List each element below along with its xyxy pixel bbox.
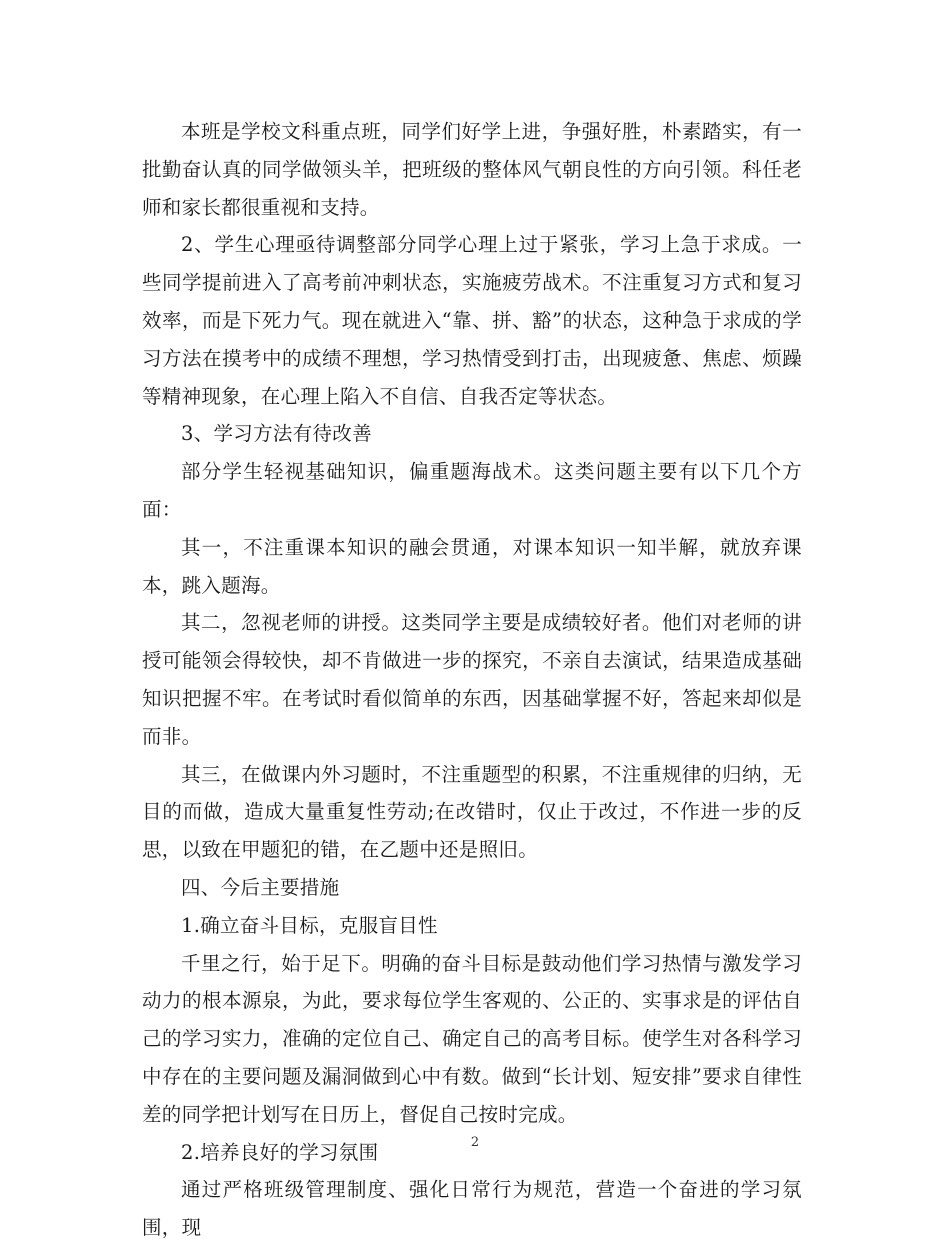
- heading-future-measures: 四、今后主要措施: [181, 875, 340, 899]
- paragraph-student-psychology: 2、学生心理亟待调整部分同学心理上过于紧张，学习上急于求成。一些同学提前进入了高考前冲刺状态，实施疲劳战术。不注重复习方式和复习效率，而是下死力气。现在就进入“靠、拼、豁”的状态，这种急于求成的学习方法在摸考中的成绩不理想，学习热情受到打击，出现疲惫、焦虑、烦躁等精神现象，在心理上陷入不自信、自我否定等状态。: [142, 233, 802, 408]
- document-body: [142, 113, 802, 1247]
- heading-study-methods: 3、学习方法有待改善: [181, 422, 372, 446]
- paragraph-basic-knowledge: 部分学生轻视基础知识，偏重题海战术。这类问题主要有以下几个方面：: [142, 460, 802, 521]
- paragraph-point-one: 其一，不注重课本知识的融会贯通，对课本知识一知半解，就放弃课本，跳入题海。: [142, 535, 802, 597]
- paragraph-set-goals: 千里之行，始于足下。明确的奋斗目标是鼓动他们学习热情与激发学习动力的根本源泉，为此，要求每位学生客观的、公正的、实事求是的评估自己的学习实力，准确的定位自己、确定自己的高考目标。使学生对各科学习中存在的主要问题及漏洞做到心中有数。做到“长计划、短安排”要求自律性差的同学把计划写在日历上，督促自己按时完成。: [142, 951, 802, 1126]
- heading-set-goals: 1.确立奋斗目标，克服盲目性: [181, 913, 438, 937]
- page-number: 2: [470, 1135, 480, 1150]
- heading-learning-atmosphere: 2.培养良好的学习氛围: [181, 1140, 379, 1164]
- paragraph-point-two: 其二，忽视老师的讲授。这类同学主要是成绩较好者。他们对老师的讲授可能领会得较快，却不肯做进一步的探究，不亲自去演试，结果造成基础知识把握不牢。在考试时看似简单的东西，因基础掌握不好，答起来却似是而非。: [142, 611, 802, 748]
- paragraph-point-three: 其三，在做课内外习题时，不注重题型的积累，不注重规律的归纳，无目的而做，造成大量重复性劳动;在改错时，仅止于改过，不作进一步的反思，以致在甲题犯的错，在乙题中还是照旧。: [142, 762, 802, 862]
- paragraph-class-overview: 本班是学校文科重点班，同学们好学上进，争强好胜，朴素踏实，有一批勤奋认真的同学做领头羊，把班级的整体风气朝良性的方向引领。科任老师和家长都很重视和支持。: [142, 120, 802, 219]
- paragraph-learning-atmosphere: 通过严格班级管理制度、强化日常行为规范，营造一个奋进的学习氛围，现: [142, 1178, 802, 1240]
